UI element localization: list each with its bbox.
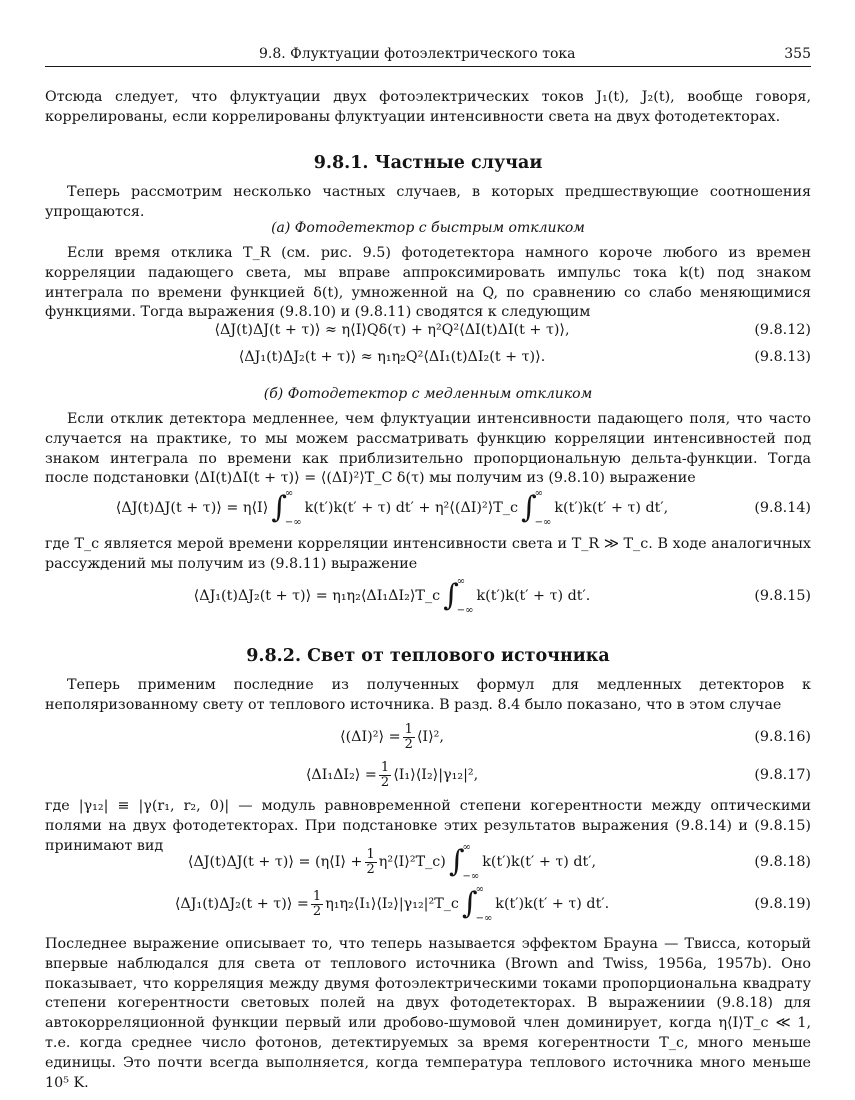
equation-number: (9.8.14) [754, 500, 811, 516]
equation-9-8-13 [45, 339, 811, 375]
equation-number: (9.8.19) [754, 896, 811, 912]
equation-right: k(t′)k(t′ + τ) dt′. [476, 588, 591, 604]
equation-left: ⟨ΔJ(t)ΔJ(t + τ)⟩ = η⟨I⟩ [115, 500, 269, 516]
equation-right: ⟨I₁⟩⟨I₂⟩|γ₁₂|², [393, 767, 479, 783]
integral-symbol: ∫ [448, 844, 465, 879]
integral-sign [462, 884, 492, 924]
integral-symbol: ∫ [443, 578, 459, 613]
equation-9-8-14 [45, 486, 811, 530]
fraction-one-half: $\frac{1}{2}$ [312, 888, 322, 919]
equation-right: k(t′)k(t′ + τ) dt′, [554, 500, 669, 516]
equation-number: (9.8.13) [754, 349, 811, 365]
equation-9-8-17 [45, 756, 811, 794]
equation-number: (9.8.17) [754, 767, 811, 783]
equation-9-8-18 [45, 840, 811, 884]
equation-middle: η²⟨I⟩²T_c) [378, 854, 446, 870]
paragraph-coherence-degree: где |γ₁₂| ≡ |γ(r₁, r₂, 0)| — модуль равновременной степени когерентности между оптическими полями на двух фотодетекторах. При подстановке этих результатов выражения (9.8.14) и (9.8.15) принимают вид [45, 798, 811, 854]
subsection-fast-response: (а) Фотодетектор с быстрым откликом [271, 220, 585, 236]
integral-upper-limit: ∞ [284, 488, 294, 499]
equation-number: (9.8.15) [754, 588, 811, 604]
equation-9-8-15 [45, 574, 811, 618]
equation-body: ⟨ΔJ(t)ΔJ(t + τ)⟩ ≈ η⟨I⟩Qδ(τ) + η²Q²⟨ΔI(t)ΔI(t + τ)⟩, [214, 322, 570, 338]
fraction-one-half: $\frac{1}{2}$ [404, 721, 413, 752]
equation-number: (9.8.18) [754, 854, 811, 870]
section-title-9-8-1: 9.8.1. Частные случаи [313, 153, 543, 173]
equation-left: ⟨ΔJ₁(t)ΔJ₂(t + τ)⟩ = η₁η₂⟨ΔI₁ΔI₂⟩T_c [193, 588, 441, 604]
paragraph-special-cases: Теперь рассмотрим несколько частных случаев, в которых предшествующие соотношения упрощаются. [45, 184, 811, 220]
equation-left: ⟨ΔJ₁(t)ΔJ₂(t + τ)⟩ = [174, 896, 309, 912]
equation-middle: k(t′)k(t′ + τ) dt′ + η²⟨(ΔI)²⟩T_c [304, 500, 518, 516]
integral-lower-limit: −∞ [284, 517, 302, 528]
equation-left: ⟨ΔI₁ΔI₂⟩ = [305, 767, 377, 783]
equation-right: k(t′)k(t′ + τ) dt′. [495, 896, 610, 912]
paragraph-thermal-source: Теперь применим последние из полученных формул для медленных детекторов к неполяризованному свету от теплового источника. В разд. 8.4 было показано, что в этом случае [45, 677, 811, 713]
equation-left: ⟨ΔJ(t)ΔJ(t + τ)⟩ = (η⟨I⟩ + [187, 854, 363, 870]
integral-upper-limit: ∞ [462, 842, 471, 853]
section-title-9-8-2: 9.8.2. Свет от теплового источника [246, 646, 610, 666]
integral-symbol: ∫ [271, 490, 287, 525]
integral-upper-limit: ∞ [534, 488, 543, 499]
integral-upper-limit: ∞ [456, 576, 466, 587]
paragraph-tc-definition: где T_c является мерой времени корреляции интенсивности света и T_R ≫ T_c. В ходе аналогичных рассуждений мы получим из (9.8.11) выражение [45, 536, 811, 572]
equation-9-8-19 [45, 882, 811, 926]
running-header [45, 44, 811, 67]
integral-sign [443, 576, 473, 616]
equation-right: ⟨I⟩², [416, 729, 444, 745]
integral-lower-limit: −∞ [456, 605, 474, 616]
equation-right: k(t′)k(t′ + τ) dt′, [482, 854, 597, 870]
paragraph-intro: Отсюда следует, что флуктуации двух фотоэлектрических токов J₁(t), J₂(t), вообще говоря, коррелированы, если коррелированы флуктуации интенсивности света на двух фотодетекторах. [45, 89, 811, 125]
integral-sign [521, 488, 551, 528]
integral-lower-limit: −∞ [534, 517, 552, 528]
equation-9-8-16 [45, 718, 811, 756]
equation-number: (9.8.16) [754, 729, 811, 745]
equation-body: ⟨ΔJ₁(t)ΔJ₂(t + τ)⟩ ≈ η₁η₂Q²⟨ΔI₁(t)ΔI₂(t + τ)⟩. [238, 349, 546, 365]
fraction-one-half: $\frac{1}{2}$ [380, 759, 390, 790]
integral-lower-limit: −∞ [462, 871, 480, 882]
subsection-slow-response: (б) Фотодетектор с медленным откликом [263, 386, 593, 402]
running-title: 9.8. Флуктуации фотоэлектрического тока [259, 46, 576, 62]
integral-sign [271, 488, 301, 528]
paragraph-slow-response: Если отклик детектора медленнее, чем флуктуации интенсивности падающего поля, что часто случается на практике, то мы можем рассматривать функцию корреляции интенсивностей под знаком интеграла по времени как приблизительно пропорциональную дельта-функции. Тогда после подстановки ⟨ΔI(t)ΔI(t + τ)⟩ = ⟨(ΔI)²⟩T_C δ(τ) мы получим из (9.8.10) выражение [45, 411, 811, 487]
integral-symbol: ∫ [461, 886, 478, 921]
equation-left: ⟨(ΔI)²⟩ = [340, 729, 401, 745]
paragraph-fast-response: Если время отклика T_R (см. рис. 9.5) фотодетектора намного короче любого из времен корреляции падающего света, мы вправе аппроксимировать импульс тока k(t) под знаком интеграла по времени функцией δ(t), умноженной на Q, по сравнению со слабо меняющимися функциями. Тогда выражения (9.8.10) и (9.8.11) сводятся к следующим [45, 245, 811, 321]
fraction-one-half: $\frac{1}{2}$ [366, 846, 375, 877]
paragraph-brown-twiss: Последнее выражение описывает то, что теперь называется эффектом Брауна — Твисса, который впервые наблюдался для света от теплового источника (Brown and Twiss, 1956a, 1957b). Оно показывает, что корреляция между двумя фотоэлектрическими токами пропорциональна квадрату степени когерентности световых полей на двух фотодетекторах. В выражениии (9.8.18) для автокорреляционной функции первый или дробово-шумовой член доминирует, когда η⟨I⟩T_c ≪ 1, т.е. когда среднее число фотонов, детектируемых за время когерентности T_c, много меньше единицы. Это почти всегда выполняется, когда температура теплового источника много меньше 10⁵ K. [45, 936, 811, 1091]
equation-middle: η₁η₂⟨I₁⟩⟨I₂⟩|γ₁₂|²T_c [325, 896, 459, 912]
integral-symbol: ∫ [521, 490, 537, 525]
integral-lower-limit: −∞ [475, 913, 493, 924]
equation-number: (9.8.12) [754, 322, 811, 338]
page-number: 355 [784, 46, 811, 62]
integral-upper-limit: ∞ [475, 884, 484, 895]
integral-sign [449, 842, 479, 882]
